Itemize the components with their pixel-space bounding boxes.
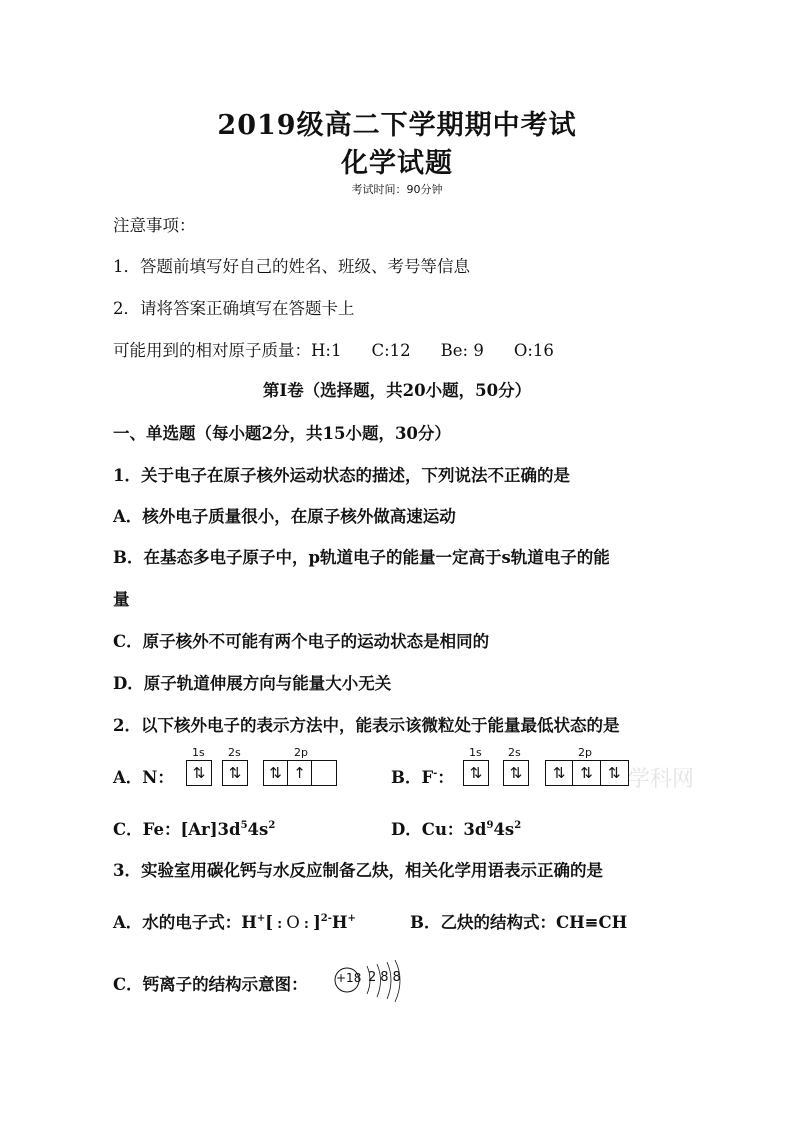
orbital-label-2p: 2p	[294, 746, 308, 759]
orbital-diagram-b	[463, 746, 633, 788]
orbital-cell: ⇅	[469, 764, 483, 782]
question-2-stem: 2．以下核外电子的表示方法中，能表示该微粒处于能量最低状态的是	[113, 716, 620, 735]
orbital-cell: ⇅	[546, 761, 573, 785]
orbital-cell: ⇅	[509, 764, 523, 782]
atomic-masses	[113, 337, 554, 361]
orbital-cell: ⇅	[264, 761, 288, 785]
question-3-option-b: B．乙炔的结构式：CH≡CH	[410, 913, 628, 932]
subject-title: 化学试题	[341, 148, 453, 179]
question-1-option-b-wrap: 量	[113, 590, 130, 609]
question-1-stem: 1．关于电子在原子核外运动状态的描述，下列说法不正确的是	[113, 466, 570, 485]
question-2-option-a-label: A．N：	[113, 768, 174, 787]
note-item-1: 1．答题前填写好自己的姓名、班级、考号等信息	[113, 257, 470, 276]
question-2-option-c: C．Fe：$[Ar]3d^54s^2$	[113, 819, 276, 839]
orbital-cell: ⇅	[608, 764, 621, 782]
exam-time: 考试时间：90分钟	[351, 183, 443, 196]
mass-c: C:12	[371, 341, 411, 360]
orbital-box-2p	[263, 760, 337, 786]
question-2-option-d: D．Cu：$3d^94s^2$	[391, 819, 522, 839]
question-3-stem: 3．实验室用碳化钙与水反应制备乙炔，相关化学用语表示正确的是	[113, 861, 603, 880]
part-heading: 一、单选题（每小题2分，共15小题，30分）	[113, 424, 451, 443]
orbital-cell: ⇅	[228, 764, 242, 782]
orbital-box-2p	[545, 760, 629, 786]
orbital-box-2s	[503, 760, 529, 786]
electron-dots-right: :	[299, 917, 313, 931]
atomic-masses-label: 可能用到的相对原子质量：	[113, 341, 311, 360]
watermark-text: 学科网	[628, 767, 695, 792]
section-heading: 第Ⅰ卷（选择题，共20小题，50分）	[262, 381, 532, 400]
notes-heading: 注意事项：	[113, 216, 196, 235]
question-1-option-b: B．在基态多电子原子中，p轨道电子的能量一定高于s轨道电子的能	[113, 548, 610, 567]
orbital-cell: ⇅	[192, 764, 206, 782]
orbital-diagram-a	[186, 746, 346, 788]
exam-title: 2019级高二下学期期中考试	[217, 110, 577, 141]
question-3-option-c: C．钙离子的结构示意图：	[113, 975, 308, 994]
orbital-label-1s: 1s	[469, 746, 482, 759]
electron-shells: 288	[368, 970, 405, 985]
orbital-label-1s: 1s	[192, 746, 205, 759]
nucleus-charge: +18	[336, 971, 362, 985]
orbital-label-2s: 2s	[508, 746, 521, 759]
mass-o: O:16	[513, 341, 554, 360]
question-2-option-b-label: B．F-：	[391, 767, 454, 787]
electron-dots-left: :	[273, 917, 287, 931]
orbital-box-1s	[186, 760, 212, 786]
orbital-box-1s	[463, 760, 489, 786]
orbital-cell: ⇅	[573, 761, 600, 785]
calcium-ion-diagram	[333, 960, 413, 1004]
mass-h: H:1	[311, 341, 342, 360]
question-3-option-a: A．水的电子式：H+[ : O : ]$^{2-}$H+	[113, 912, 356, 932]
orbital-label-2s: 2s	[228, 746, 241, 759]
question-1-option-d: D．原子轨道伸展方向与能量大小无关	[113, 674, 392, 693]
mass-be: Be: 9	[440, 341, 484, 360]
orbital-cell	[312, 761, 336, 785]
note-item-2: 2．请将答案正确填写在答题卡上	[113, 299, 355, 318]
question-1-option-c: C．原子核外不可能有两个电子的运动状态是相同的	[113, 632, 490, 651]
electron-dot-atom: O	[286, 913, 300, 932]
orbital-cell: ↑	[288, 761, 312, 785]
orbital-box-2s	[222, 760, 248, 786]
orbital-label-2p: 2p	[578, 746, 592, 759]
question-1-option-a: A．核外电子质量很小，在原子核外做高速运动	[113, 507, 456, 526]
